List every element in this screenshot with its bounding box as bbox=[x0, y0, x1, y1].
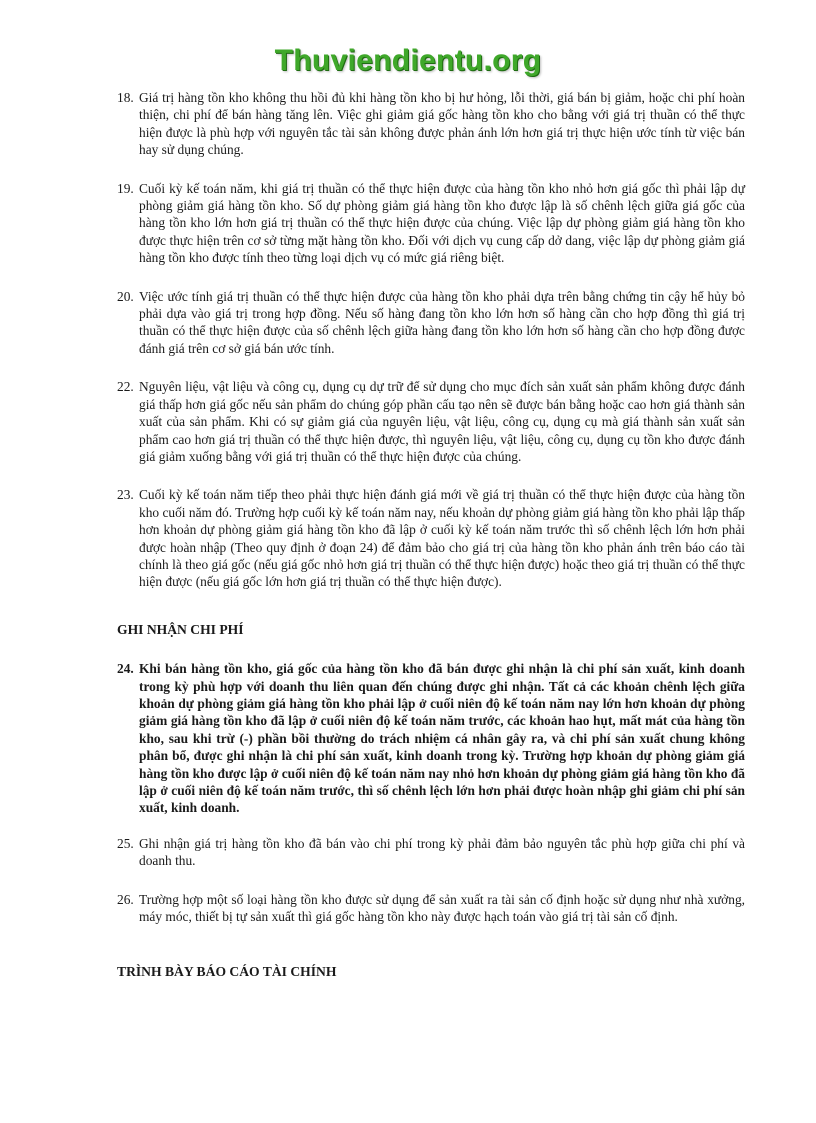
paragraph-26 bbox=[117, 891, 745, 926]
paragraph-text: Khi bán hàng tồn kho, giá gốc của hàng tồn kho đã bán được ghi nhận là chi phí sản xuất, kinh doanh trong kỳ phù hợp với doanh thu liên quan đến chúng được ghi nhận. Tất cả các khoản chênh lệch giữa khoản dự phòng giảm giá hàng tồn kho phải lập ở cuối niên độ kế toán năm nay lớn hơn khoản dự phòng giảm giá hàng tồn kho đã lập ở cuối niên độ kế toán năm trước, các khoản hao hụt, mất mát của hàng tồn kho, sau khi trừ (-) phần bồi thường do trách nhiệm cá nhân gây ra, và chi phí sản xuất chung không phân bổ, được ghi nhận là chi phí sản xuất, kinh doanh trong kỳ. Trường hợp khoản dự phòng giảm giá hàng tồn kho được lập ở cuối niên độ kế toán năm nay nhỏ hơn khoản dự phòng giảm giá hàng tồn kho đã lập ở cuối niên độ kế toán năm trước, thì số chênh lệch lớn hơn phải được hoàn nhập ghi giảm chi phí sản xuất, kinh doanh. bbox=[139, 661, 745, 816]
paragraph-22 bbox=[117, 378, 745, 465]
paragraph-text: Ghi nhận giá trị hàng tồn kho đã bán vào chi phí trong kỳ phải đảm bảo nguyên tắc phù hợp giữa chi phí và doanh thu. bbox=[139, 835, 745, 869]
paragraph-text: Cuối kỳ kế toán năm tiếp theo phải thực hiện đánh giá mới về giá trị thuần có thể thực hiện được của hàng tồn kho cuối năm đó. Trường hợp cuối kỳ kế toán năm nay, nếu khoản dự phòng giảm giá hàng tồn kho phải lập thấp hơn khoản dự phòng giảm giá hàng tồn kho đã lập ở cuối kỳ kế toán năm trước thì số chênh lệch lớn hơn phải được hoàn nhập (Theo quy định ở đoạn 24) để đảm bảo cho giá trị của hàng tồn kho phản ánh trên báo cáo tài chính là theo giá gốc (nếu giá gốc nhỏ hơn giá trị thuần có thể thực hiện được) hoặc theo giá trị thuần có thể thực hiện được (nếu giá gốc lớn hơn giá trị thuần có thể thực hiện được). bbox=[139, 487, 745, 590]
paragraph-text: Trường hợp một số loại hàng tồn kho được sử dụng để sản xuất ra tài sản cố định hoặc sử dụng như nhà xưởng, máy móc, thiết bị tự sản xuất thì giá gốc hàng tồn kho này được hạch toán vào giá trị tài sản cố định. bbox=[139, 891, 745, 925]
paragraph-25 bbox=[117, 835, 745, 870]
paragraph-text: Giá trị hàng tồn kho không thu hồi đủ khi hàng tồn kho bị hư hỏng, lỗi thời, giá bán bị giảm, hoặc chi phí hoàn thiện, chi phí để bán hàng tăng lên. Việc ghi giảm giá gốc hàng tồn kho cho bằng với giá trị thuần có thể thực hiện được là phù hợp với nguyên tắc tài sản không được phản ánh lớn hơn giá trị thực hiện ước tính từ việc bán hay sử dụng chúng. bbox=[139, 90, 745, 158]
paragraph-text: Việc ước tính giá trị thuần có thể thực hiện được của hàng tồn kho phải dựa trên bằng chứng tin cậy hể hủy bỏ phải dựa vào giá trị trong hợp đồng. Nếu số hàng đang tồn kho lớn hơn số hàng cần cho hợp đồng thì giá trị thuần có thể thực hiện được của số chênh lệch giữa hàng đang tồn kho lớn hơn số hàng cần cho hợp đồng được đánh giá trên cơ sở giá bán ước tính. bbox=[139, 288, 745, 356]
paragraph-number: 24. bbox=[117, 661, 134, 677]
paragraph-text: Cuối kỳ kế toán năm, khi giá trị thuần có thể thực hiện được của hàng tồn kho nhỏ hơn giá gốc thì phải lập dự phòng giảm giá hàng tồn kho. Số dự phòng giảm giá hàng tồn kho được lập là số chênh lệch giữa giá gốc của hàng tồn kho lớn hơn giá trị thuần có thể thực hiện được của chúng. Việc lập dự phòng giảm giá hàng tồn kho được thực hiện trên cơ sở từng mặt hàng tồn kho. Đối với dịch vụ cung cấp dở dang, việc lập dự phòng giảm giá hàng tồn kho được tính theo từng loại dịch vụ có mức giá riêng biệt. bbox=[139, 180, 745, 266]
paragraph-20 bbox=[117, 288, 745, 358]
section-heading-expenses: GHI NHẬN CHI PHÍ bbox=[117, 621, 244, 637]
paragraph-number: 23. bbox=[117, 487, 134, 503]
paragraph-number: 18. bbox=[117, 90, 134, 105]
paragraph-number: 20. bbox=[117, 288, 134, 304]
paragraph-18 bbox=[117, 89, 745, 159]
paragraph-number: 22. bbox=[117, 379, 134, 395]
document-body bbox=[117, 89, 745, 981]
paragraph-23 bbox=[117, 486, 745, 590]
paragraph-text: Nguyên liệu, vật liệu và công cụ, dụng cụ dự trữ để sử dụng cho mục đích sản xuất sản phẩm không được đánh giá thấp hơn giá gốc nếu sản phẩm do chúng góp phần cấu tạo nên sẽ được bán bằng hoặc cao hơn giá thành sản xuất của sản phẩm. Khi có sự giảm giá của nguyên liệu, vật liệu, công cụ, dụng cụ mà giá thành sản xuất sản phẩm cao hơn giá trị thuần có thể thực hiện được, thì nguyên liệu, vật liệu, công cụ, dụng cụ tồn kho được đánh giá giảm xuống bằng với giá trị thuần có thể thực hiện được của chúng. bbox=[139, 379, 745, 464]
paragraph-19 bbox=[117, 180, 745, 267]
paragraph-24 bbox=[117, 660, 745, 817]
section-heading-financial-statements: TRÌNH BÀY BÁO CÁO TÀI CHÍNH bbox=[117, 964, 337, 980]
paragraph-number: 19. bbox=[117, 180, 134, 196]
paragraph-number: 26. bbox=[117, 891, 134, 907]
paragraph-number: 25. bbox=[117, 835, 134, 851]
watermark-logo: Thuviendientu.org bbox=[274, 44, 542, 77]
